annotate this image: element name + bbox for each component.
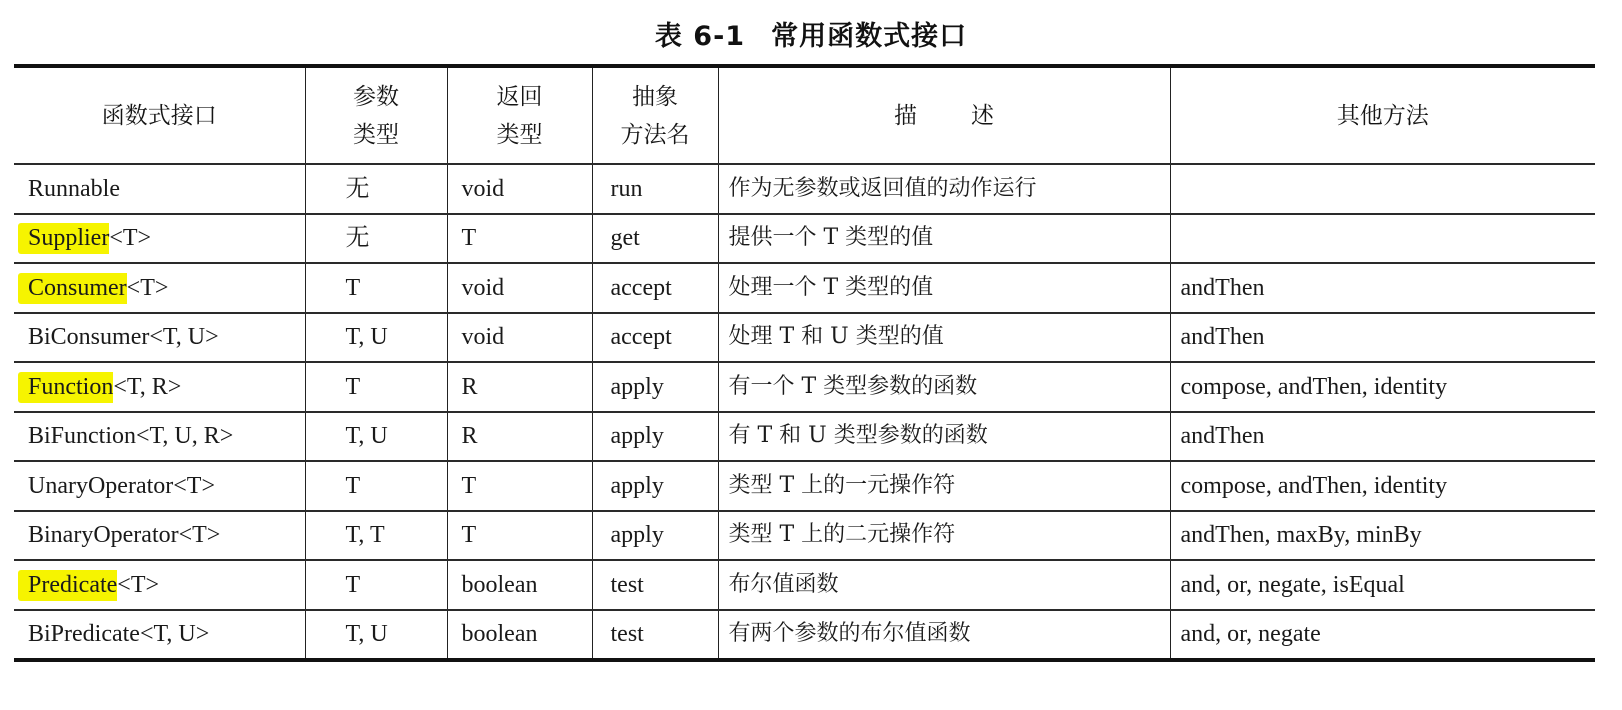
cell-interface — [14, 412, 305, 462]
header-interface: 函数式接口 — [14, 66, 305, 164]
cell-other-methods: andThen — [1170, 263, 1595, 313]
cell-method-name: apply — [592, 362, 718, 412]
interface-name: <T> — [117, 571, 160, 598]
cell-interface — [14, 263, 305, 313]
header-row — [14, 66, 1595, 164]
cell-method-name: run — [592, 164, 718, 214]
interface-name: <T> — [109, 225, 152, 252]
interface-name: <T> — [126, 274, 169, 301]
cell-param-type: T — [305, 263, 447, 313]
interface-name: BinaryOperator<T> — [28, 522, 221, 549]
cell-param-type: T — [305, 461, 447, 511]
cell-interface — [14, 214, 305, 264]
highlighted-interface-name: Supplier — [18, 223, 109, 254]
table-row — [14, 560, 1595, 610]
cell-method-name: accept — [592, 313, 718, 363]
cell-return-type: void — [447, 164, 592, 214]
functional-interfaces-table — [14, 64, 1595, 662]
cell-return-type: boolean — [447, 560, 592, 610]
cell-method-name: get — [592, 214, 718, 264]
table-row — [14, 412, 1595, 462]
cell-param-type: T, U — [305, 412, 447, 462]
cell-other-methods: and, or, negate, isEqual — [1170, 560, 1595, 610]
header-other-methods: 其他方法 — [1170, 66, 1595, 164]
interface-name: UnaryOperator<T> — [28, 472, 215, 499]
cell-description: 类型 T 上的二元操作符 — [718, 511, 1170, 561]
header-method-name: 抽象 方法名 — [592, 66, 718, 164]
header-return-type: 返回 类型 — [447, 66, 592, 164]
cell-method-name: apply — [592, 412, 718, 462]
cell-interface — [14, 560, 305, 610]
cell-param-type: T — [305, 560, 447, 610]
cell-other-methods: andThen — [1170, 313, 1595, 363]
cell-param-type: T, U — [305, 313, 447, 363]
cell-return-type: T — [447, 214, 592, 264]
cell-description: 有两个参数的布尔值函数 — [718, 610, 1170, 661]
cell-method-name: accept — [592, 263, 718, 313]
cell-description: 处理 T 和 U 类型的值 — [718, 313, 1170, 363]
cell-other-methods: andThen, maxBy, minBy — [1170, 511, 1595, 561]
cell-return-type: R — [447, 362, 592, 412]
table-row — [14, 362, 1595, 412]
cell-description: 提供一个 T 类型的值 — [718, 214, 1170, 264]
cell-return-type: T — [447, 461, 592, 511]
cell-description: 布尔值函数 — [718, 560, 1170, 610]
cell-other-methods — [1170, 214, 1595, 264]
interface-name: <T, R> — [113, 373, 182, 400]
cell-method-name: test — [592, 560, 718, 610]
cell-interface — [14, 164, 305, 214]
cell-description: 有 T 和 U 类型参数的函数 — [718, 412, 1170, 462]
highlighted-interface-name: Predicate — [18, 570, 117, 601]
table-row — [14, 263, 1595, 313]
cell-param-type: 无 — [305, 214, 447, 264]
cell-interface — [14, 511, 305, 561]
table-title: 常用函数式接口 — [771, 21, 968, 52]
cell-other-methods: andThen — [1170, 412, 1595, 462]
cell-return-type: void — [447, 263, 592, 313]
cell-other-methods: compose, andThen, identity — [1170, 362, 1595, 412]
cell-interface — [14, 461, 305, 511]
header-description: 描 述 — [718, 66, 1170, 164]
cell-param-type: 无 — [305, 164, 447, 214]
cell-param-type: T, T — [305, 511, 447, 561]
table-row — [14, 214, 1595, 264]
table-caption — [0, 14, 1622, 53]
cell-return-type: void — [447, 313, 592, 363]
cell-method-name: apply — [592, 511, 718, 561]
table-row — [14, 313, 1595, 363]
table-row — [14, 610, 1595, 661]
cell-return-type: boolean — [447, 610, 592, 661]
cell-return-type: T — [447, 511, 592, 561]
cell-param-type: T, U — [305, 610, 447, 661]
table-row — [14, 461, 1595, 511]
cell-method-name: apply — [592, 461, 718, 511]
cell-other-methods — [1170, 164, 1595, 214]
table-row — [14, 511, 1595, 561]
interface-name: BiPredicate<T, U> — [28, 621, 210, 648]
cell-param-type: T — [305, 362, 447, 412]
cell-interface — [14, 610, 305, 661]
highlighted-interface-name: Function — [18, 372, 113, 403]
interface-name: BiConsumer<T, U> — [28, 324, 219, 351]
table-row — [14, 164, 1595, 214]
cell-description: 有一个 T 类型参数的函数 — [718, 362, 1170, 412]
interface-name: Runnable — [28, 175, 120, 202]
highlighted-interface-name: Consumer — [18, 273, 127, 304]
cell-description: 作为无参数或返回值的动作运行 — [718, 164, 1170, 214]
cell-return-type: R — [447, 412, 592, 462]
interface-name: BiFunction<T, U, R> — [28, 423, 234, 450]
cell-description: 处理一个 T 类型的值 — [718, 263, 1170, 313]
cell-method-name: test — [592, 610, 718, 661]
table-number: 表 6-1 — [654, 21, 746, 52]
cell-other-methods: and, or, negate — [1170, 610, 1595, 661]
header-param-type: 参数 类型 — [305, 66, 447, 164]
cell-description: 类型 T 上的一元操作符 — [718, 461, 1170, 511]
cell-interface — [14, 362, 305, 412]
cell-other-methods: compose, andThen, identity — [1170, 461, 1595, 511]
cell-interface — [14, 313, 305, 363]
